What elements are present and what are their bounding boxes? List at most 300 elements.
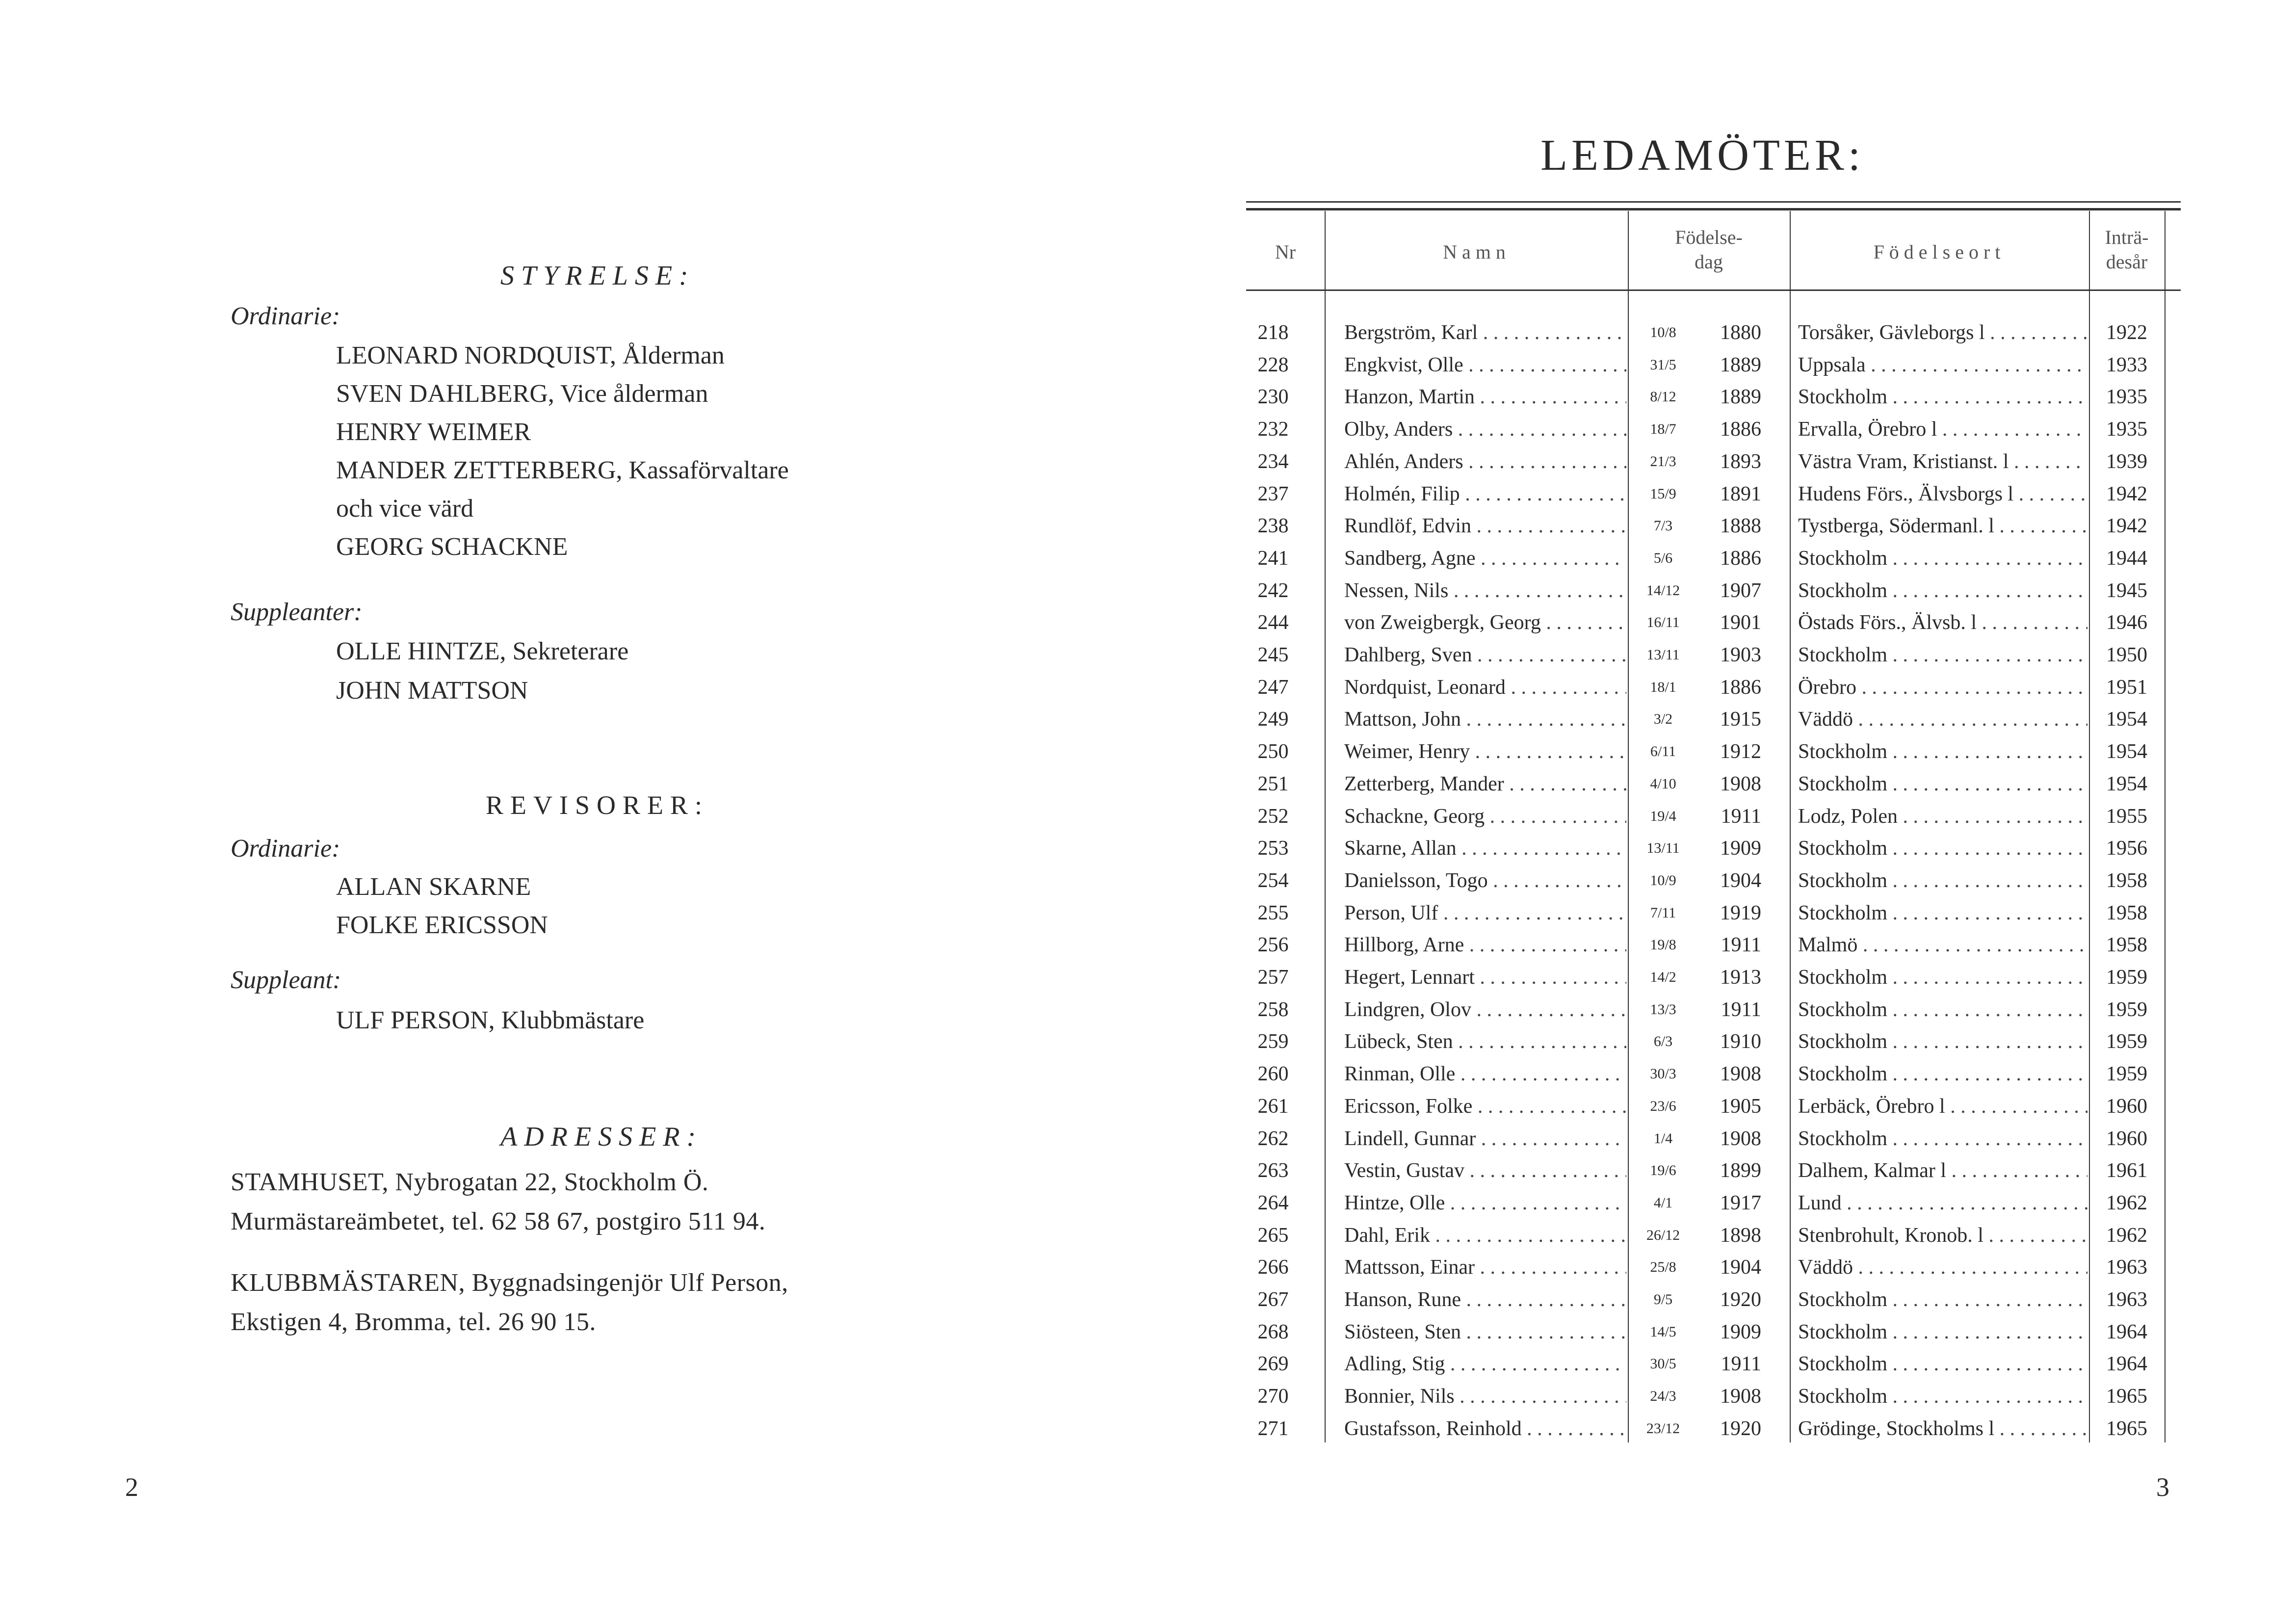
member-nr: 259 — [1257, 1030, 1289, 1053]
member-birth-year: 1898 — [1720, 1224, 1761, 1247]
member-birthplace — [1798, 1283, 2087, 1316]
address-line: STAMHUSET, Nybrogatan 22, Stockholm Ö. — [231, 1168, 709, 1196]
member-birth-year: 1886 — [1720, 547, 1761, 570]
column-separator — [1325, 211, 1326, 1442]
member-nr: 263 — [1257, 1159, 1289, 1182]
member-name-text: Holmén, Filip . . . — [1344, 483, 1626, 505]
member-birth-day: 19/6 — [1650, 1162, 1676, 1179]
member-name — [1344, 1154, 1626, 1187]
member-entry-year: 1959 — [2106, 1063, 2147, 1085]
member-birthplace — [1798, 1251, 2087, 1283]
member-name — [1344, 897, 1626, 929]
member-birthplace-text: Stockholm . . . — [1798, 1385, 2087, 1408]
member-birthplace — [1798, 1058, 2087, 1090]
member-birthplace — [1798, 800, 2087, 833]
member-nr: 270 — [1257, 1385, 1289, 1408]
member-birth-year: 1901 — [1720, 611, 1761, 634]
member-entry-year: 1954 — [2106, 773, 2147, 795]
member-name — [1344, 832, 1626, 864]
column-separator — [1628, 211, 1629, 1442]
member-birthplace-text: Dalhem, Kalmar l . . . — [1798, 1159, 2087, 1182]
member-name-text: Schackne, Georg . . . — [1344, 805, 1626, 828]
member-entry-year: 1964 — [2106, 1321, 2147, 1343]
member-entry-year: 1958 — [2106, 902, 2147, 924]
member-birth-day: 13/11 — [1646, 840, 1680, 856]
member-birth-year: 1904 — [1720, 1256, 1761, 1279]
member-name-text: Skarne, Allan . . . — [1344, 837, 1626, 860]
member-birthplace — [1798, 1090, 2087, 1123]
member-birth-year: 1908 — [1720, 773, 1761, 795]
member-birth-day: 13/3 — [1650, 1001, 1676, 1018]
member-birthplace-text: Hudens Förs., Älvsborgs l . . . — [1798, 483, 2087, 505]
member-nr: 247 — [1257, 676, 1289, 699]
member-birth-day: 7/11 — [1650, 905, 1676, 921]
styrelse-suppleanter-label: Suppleanter: — [231, 598, 363, 626]
member-birthplace — [1798, 1154, 2087, 1187]
member-entry-year: 1944 — [2106, 547, 2147, 570]
member-nr: 264 — [1257, 1192, 1289, 1214]
member-birthplace-text: Stockholm . . . — [1798, 1063, 2087, 1085]
member-birth-day: 23/12 — [1646, 1420, 1680, 1437]
member-birth-year: 1891 — [1720, 483, 1761, 505]
member-birth-year: 1907 — [1720, 579, 1761, 602]
member-name-text: Hillborg, Arne . . . — [1344, 934, 1626, 956]
member-entry-year: 1942 — [2106, 483, 2147, 505]
member-birth-year: 1910 — [1720, 1030, 1761, 1053]
styrelse-ordinarie-entry: SVEN DAHLBERG, Vice ålderman — [336, 380, 708, 408]
member-birthplace-text: Stockholm . . . — [1798, 869, 2087, 892]
header-nr: Nr — [1275, 241, 1296, 263]
member-nr: 261 — [1257, 1095, 1289, 1118]
revisorer-ordinarie-entry: ALLAN SKARNE — [336, 873, 531, 901]
member-name-text: Lindell, Gunnar . . . — [1344, 1127, 1626, 1150]
member-entry-year: 1955 — [2106, 805, 2147, 828]
member-entry-year: 1945 — [2106, 579, 2147, 602]
member-nr: 242 — [1257, 579, 1289, 602]
header-namn: Namn — [1443, 241, 1511, 263]
member-birthplace — [1798, 1316, 2087, 1348]
member-birthplace — [1798, 1413, 2087, 1445]
member-name — [1344, 1251, 1626, 1283]
member-name-text: Weimer, Henry . . . — [1344, 740, 1626, 763]
member-birth-year: 1913 — [1720, 966, 1761, 989]
member-name — [1344, 1058, 1626, 1090]
member-entry-year: 1956 — [2106, 837, 2147, 860]
member-nr: 251 — [1257, 773, 1289, 795]
member-birthplace — [1798, 1123, 2087, 1155]
member-entry-year: 1954 — [2106, 708, 2147, 731]
member-birth-day: 18/7 — [1650, 421, 1676, 437]
member-nr: 218 — [1257, 321, 1289, 344]
member-name-text: Ahlén, Anders . . . — [1344, 450, 1626, 473]
member-birth-day: 23/6 — [1650, 1098, 1676, 1114]
ledamoter-title: LEDAMÖTER: — [1540, 131, 1864, 180]
column-separator — [2165, 211, 2166, 1442]
member-birthplace — [1798, 575, 2087, 607]
member-birthplace-text: Lodz, Polen . . . — [1798, 805, 2087, 828]
member-entry-year: 1963 — [2106, 1256, 2147, 1279]
member-birth-year: 1915 — [1720, 708, 1761, 731]
member-nr: 271 — [1257, 1417, 1289, 1440]
member-birthplace-text: Stockholm . . . — [1798, 386, 2087, 408]
member-entry-year: 1959 — [2106, 966, 2147, 989]
member-name — [1344, 929, 1626, 961]
member-name — [1344, 1380, 1626, 1413]
member-name-text: von Zweigbergk, Georg . . . — [1344, 611, 1626, 634]
member-nr: 249 — [1257, 708, 1289, 731]
member-name-text: Hanzon, Martin . . . — [1344, 386, 1626, 408]
member-name — [1344, 381, 1626, 413]
header-fodelsedag-line2: dag — [1695, 251, 1723, 273]
member-birth-year: 1908 — [1720, 1063, 1761, 1085]
address-line: KLUBBMÄSTAREN, Byggnadsingenjör Ulf Person, — [231, 1269, 788, 1297]
member-name — [1344, 671, 1626, 704]
member-name-text: Mattson, John . . . — [1344, 708, 1626, 731]
member-name-text: Ericsson, Folke . . . — [1344, 1095, 1626, 1118]
member-entry-year: 1954 — [2106, 740, 2147, 763]
member-name-text: Bergström, Karl . . . — [1344, 321, 1626, 344]
member-birthplace-text: Tystberga, Södermanl. l . . . — [1798, 515, 2087, 537]
member-birthplace-text: Stockholm . . . — [1798, 579, 2087, 602]
member-birth-year: 1908 — [1720, 1385, 1761, 1408]
member-birth-day: 14/12 — [1646, 582, 1680, 599]
member-birthplace-text: Väddö . . . — [1798, 708, 2087, 731]
table-top-rule — [1246, 208, 2181, 210]
member-birthplace-text: Stockholm . . . — [1798, 547, 2087, 570]
member-nr: 255 — [1257, 902, 1289, 924]
styrelse-ordinarie-entry: och vice värd — [336, 495, 474, 523]
header-fodelseort: Födelseort — [1873, 241, 2006, 263]
member-birthplace-text: Torsåker, Gävleborgs l . . . — [1798, 321, 2087, 344]
member-birthplace-text: Stockholm . . . — [1798, 773, 2087, 795]
member-birth-day: 4/10 — [1650, 776, 1676, 792]
member-birth-day: 16/11 — [1646, 614, 1680, 630]
member-birthplace — [1798, 768, 2087, 800]
member-birth-year: 1886 — [1720, 676, 1761, 699]
member-entry-year: 1964 — [2106, 1353, 2147, 1375]
member-birthplace — [1798, 671, 2087, 704]
member-birthplace — [1798, 929, 2087, 961]
member-birthplace-text: Malmö . . . — [1798, 934, 2087, 956]
styrelse-suppleant-entry: JOHN MATTSON — [336, 677, 528, 705]
member-name-text: Siösteen, Sten . . . — [1344, 1321, 1626, 1343]
member-birth-day: 25/8 — [1650, 1259, 1676, 1275]
member-name — [1344, 1283, 1626, 1316]
member-birth-year: 1899 — [1720, 1159, 1761, 1182]
member-nr: 232 — [1257, 418, 1289, 441]
member-birthplace — [1798, 381, 2087, 413]
member-birth-day: 19/8 — [1650, 937, 1676, 953]
member-birthplace-text: Stockholm . . . — [1798, 966, 2087, 989]
member-birthplace — [1798, 606, 2087, 639]
member-birthplace-text: Örebro . . . — [1798, 676, 2087, 699]
member-name — [1344, 575, 1626, 607]
member-name — [1344, 413, 1626, 445]
member-birth-year: 1905 — [1720, 1095, 1761, 1118]
member-birth-year: 1893 — [1720, 450, 1761, 473]
member-entry-year: 1933 — [2106, 354, 2147, 376]
right-page — [1148, 0, 2296, 1624]
member-birthplace-text: Lerbäck, Örebro l . . . — [1798, 1095, 2087, 1118]
member-name-text: Hintze, Olle . . . — [1344, 1192, 1626, 1214]
member-name-text: Rundlöf, Edvin . . . — [1344, 515, 1626, 537]
styrelse-ordinarie-entry: GEORG SCHACKNE — [336, 533, 568, 561]
member-nr: 245 — [1257, 644, 1289, 666]
styrelse-heading: STYRELSE: — [500, 261, 695, 291]
member-birth-day: 31/5 — [1650, 357, 1676, 373]
member-birth-day: 30/5 — [1650, 1356, 1676, 1372]
member-name — [1344, 478, 1626, 510]
member-entry-year: 1959 — [2106, 1030, 2147, 1053]
member-birthplace — [1798, 1219, 2087, 1252]
member-entry-year: 1962 — [2106, 1192, 2147, 1214]
column-separator — [2089, 211, 2090, 1442]
member-name-text: Sandberg, Agne . . . — [1344, 547, 1626, 570]
member-name — [1344, 510, 1626, 542]
member-nr: 234 — [1257, 450, 1289, 473]
member-entry-year: 1951 — [2106, 676, 2147, 699]
member-birth-day: 15/9 — [1650, 486, 1676, 502]
member-birth-year: 1920 — [1720, 1417, 1761, 1440]
member-birth-day: 24/3 — [1650, 1388, 1676, 1404]
member-name-text: Dahlberg, Sven . . . — [1344, 644, 1626, 666]
member-birth-day: 10/8 — [1650, 324, 1676, 341]
member-entry-year: 1961 — [2106, 1159, 2147, 1182]
header-intradesar-line2: desår — [2106, 251, 2148, 273]
member-entry-year: 1935 — [2106, 418, 2147, 441]
member-name — [1344, 768, 1626, 800]
member-name — [1344, 994, 1626, 1026]
header-bottom-rule — [1246, 289, 2181, 291]
member-birth-year: 1920 — [1720, 1288, 1761, 1311]
member-nr: 237 — [1257, 483, 1289, 505]
member-name — [1344, 1123, 1626, 1155]
member-birthplace — [1798, 542, 2087, 575]
styrelse-ordinarie-entry: HENRY WEIMER — [336, 418, 531, 446]
member-birthplace — [1798, 832, 2087, 864]
member-entry-year: 1960 — [2106, 1095, 2147, 1118]
member-birthplace — [1798, 316, 2087, 349]
member-name — [1344, 735, 1626, 768]
page-number-left: 2 — [125, 1472, 138, 1502]
member-name-text: Gustafsson, Reinhold . . . — [1344, 1417, 1626, 1440]
member-birth-day: 7/3 — [1653, 518, 1673, 534]
table-top-rule — [1246, 201, 2181, 203]
member-birth-year: 1889 — [1720, 354, 1761, 376]
member-birth-year: 1904 — [1720, 869, 1761, 892]
member-birthplace — [1798, 445, 2087, 478]
member-name-text: Dahl, Erik . . . — [1344, 1224, 1626, 1247]
member-birth-day: 3/2 — [1653, 711, 1673, 727]
member-nr: 257 — [1257, 966, 1289, 989]
member-birth-day: 21/3 — [1650, 453, 1676, 470]
member-birthplace — [1798, 639, 2087, 671]
member-nr: 254 — [1257, 869, 1289, 892]
member-birth-year: 1912 — [1720, 740, 1761, 763]
member-entry-year: 1965 — [2106, 1385, 2147, 1408]
member-birthplace-text: Väddö . . . — [1798, 1256, 2087, 1279]
member-entry-year: 1960 — [2106, 1127, 2147, 1150]
styrelse-ordinarie-label: Ordinarie: — [231, 302, 340, 330]
member-birth-day: 19/4 — [1650, 808, 1676, 824]
member-name-text: Adling, Stig . . . — [1344, 1353, 1626, 1375]
member-birth-year: 1880 — [1720, 321, 1761, 344]
member-nr: 253 — [1257, 837, 1289, 860]
member-birthplace-text: Västra Vram, Kristianst. l . . . — [1798, 450, 2087, 473]
member-name — [1344, 864, 1626, 897]
member-birthplace-text: Grödinge, Stockholms l . . . — [1798, 1417, 2087, 1440]
member-birth-day: 9/5 — [1653, 1291, 1673, 1308]
member-birthplace — [1798, 413, 2087, 445]
member-name-text: Olby, Anders . . . — [1344, 418, 1626, 441]
revisorer-ordinarie-entry: FOLKE ERICSSON — [336, 911, 548, 939]
member-name — [1344, 316, 1626, 349]
member-entry-year: 1959 — [2106, 998, 2147, 1021]
member-birth-year: 1911 — [1721, 998, 1761, 1021]
member-nr: 265 — [1257, 1224, 1289, 1247]
member-name — [1344, 703, 1626, 735]
member-birthplace-text: Lund . . . — [1798, 1192, 2087, 1214]
member-name — [1344, 1413, 1626, 1445]
member-birthplace — [1798, 1348, 2087, 1380]
member-birthplace-text: Stockholm . . . — [1798, 1353, 2087, 1375]
revisorer-ordinarie-label: Ordinarie: — [231, 835, 340, 863]
member-birth-year: 1909 — [1720, 837, 1761, 860]
member-entry-year: 1962 — [2106, 1224, 2147, 1247]
member-birthplace — [1798, 897, 2087, 929]
member-name-text: Danielsson, Togo . . . — [1344, 869, 1626, 892]
member-entry-year: 1939 — [2106, 450, 2147, 473]
member-name-text: Lübeck, Sten . . . — [1344, 1030, 1626, 1053]
member-birthplace-text: Stenbrohult, Kronob. l . . . — [1798, 1224, 2087, 1247]
member-birth-year: 1911 — [1721, 1353, 1761, 1375]
member-birthplace — [1798, 961, 2087, 994]
member-birth-day: 26/12 — [1646, 1227, 1680, 1243]
member-nr: 250 — [1257, 740, 1289, 763]
revisorer-heading: REVISORER: — [486, 790, 709, 820]
member-nr: 268 — [1257, 1321, 1289, 1343]
revisorer-suppleant-label: Suppleant: — [231, 966, 341, 994]
member-birth-year: 1888 — [1720, 515, 1761, 537]
member-birthplace — [1798, 1380, 2087, 1413]
member-name-text: Nessen, Nils . . . — [1344, 579, 1626, 602]
member-birth-day: 14/5 — [1650, 1324, 1676, 1340]
member-name-text: Person, Ulf . . . — [1344, 902, 1626, 924]
member-nr: 244 — [1257, 611, 1289, 634]
member-name-text: Hegert, Lennart . . . — [1344, 966, 1626, 989]
revisorer-suppleant-entry: ULF PERSON, Klubbmästare — [336, 1006, 645, 1034]
column-separator — [1790, 211, 1791, 1442]
member-name-text: Nordquist, Leonard . . . — [1344, 676, 1626, 699]
member-birth-day: 18/1 — [1650, 679, 1676, 695]
member-birthplace-text: Stockholm . . . — [1798, 1030, 2087, 1053]
member-nr: 260 — [1257, 1063, 1289, 1085]
member-name — [1344, 1348, 1626, 1380]
member-nr: 230 — [1257, 386, 1289, 408]
member-nr: 258 — [1257, 998, 1289, 1021]
member-birthplace-text: Stockholm . . . — [1798, 740, 2087, 763]
member-birthplace-text: Stockholm . . . — [1798, 644, 2087, 666]
member-name — [1344, 1316, 1626, 1348]
address-line: Ekstigen 4, Bromma, tel. 26 90 15. — [231, 1308, 596, 1336]
styrelse-ordinarie-entry: MANDER ZETTERBERG, Kassaförvaltare — [336, 456, 789, 484]
member-birth-year: 1903 — [1720, 644, 1761, 666]
member-birth-day: 13/11 — [1646, 647, 1680, 663]
member-birth-year: 1917 — [1720, 1192, 1761, 1214]
member-birth-year: 1889 — [1720, 386, 1761, 408]
header-fodelsedag-line1: Födelse- — [1675, 226, 1743, 248]
styrelse-suppleant-entry: OLLE HINTZE, Sekreterare — [336, 637, 629, 665]
member-nr: 228 — [1257, 354, 1289, 376]
member-birth-day: 1/4 — [1653, 1130, 1673, 1147]
member-birth-day: 10/9 — [1650, 872, 1676, 889]
member-birthplace-text: Stockholm . . . — [1798, 902, 2087, 924]
member-nr: 252 — [1257, 805, 1289, 828]
member-name — [1344, 800, 1626, 833]
member-entry-year: 1942 — [2106, 515, 2147, 537]
member-entry-year: 1922 — [2106, 321, 2147, 344]
member-nr: 256 — [1257, 934, 1289, 956]
member-entry-year: 1946 — [2106, 611, 2147, 634]
member-birth-year: 1911 — [1721, 805, 1761, 828]
member-name-text: Bonnier, Nils . . . — [1344, 1385, 1626, 1408]
member-birthplace — [1798, 703, 2087, 735]
member-nr: 266 — [1257, 1256, 1289, 1279]
member-birthplace-text: Uppsala . . . — [1798, 354, 2087, 376]
member-birth-day: 4/1 — [1653, 1195, 1673, 1211]
member-birth-day: 30/3 — [1650, 1066, 1676, 1082]
member-birth-year: 1909 — [1720, 1321, 1761, 1343]
member-birth-year: 1908 — [1720, 1127, 1761, 1150]
member-name — [1344, 1219, 1626, 1252]
member-nr: 238 — [1257, 515, 1289, 537]
member-birthplace-text: Stockholm . . . — [1798, 1321, 2087, 1343]
member-birthplace — [1798, 994, 2087, 1026]
member-name — [1344, 1090, 1626, 1123]
member-entry-year: 1963 — [2106, 1288, 2147, 1311]
adresser-heading: ADRESSER: — [500, 1122, 703, 1152]
member-name-text: Mattsson, Einar . . . — [1344, 1256, 1626, 1279]
member-name — [1344, 1025, 1626, 1058]
member-name — [1344, 961, 1626, 994]
member-name — [1344, 542, 1626, 575]
member-name-text: Vestin, Gustav . . . — [1344, 1159, 1626, 1182]
member-birthplace — [1798, 478, 2087, 510]
member-birth-year: 1911 — [1721, 934, 1761, 956]
member-birthplace-text: Stockholm . . . — [1798, 1288, 2087, 1311]
member-birthplace — [1798, 864, 2087, 897]
member-birth-day: 6/3 — [1653, 1033, 1673, 1049]
member-birthplace-text: Östads Förs., Älvsb. l . . . — [1798, 611, 2087, 634]
member-name-text: Engkvist, Olle . . . — [1344, 354, 1626, 376]
member-birthplace-text: Ervalla, Örebro l . . . — [1798, 418, 2087, 441]
styrelse-ordinarie-entry: LEONARD NORDQUIST, Ålderman — [336, 341, 725, 369]
member-birthplace — [1798, 1025, 2087, 1058]
member-nr: 269 — [1257, 1353, 1289, 1375]
member-nr: 267 — [1257, 1288, 1289, 1311]
member-birthplace — [1798, 1187, 2087, 1219]
member-name — [1344, 1187, 1626, 1219]
member-birth-year: 1919 — [1720, 902, 1761, 924]
member-birthplace-text: Stockholm . . . — [1798, 837, 2087, 860]
member-entry-year: 1950 — [2106, 644, 2147, 666]
member-name — [1344, 606, 1626, 639]
member-birthplace-text: Stockholm . . . — [1798, 998, 2087, 1021]
member-birth-day: 8/12 — [1650, 389, 1676, 405]
member-birth-day: 6/11 — [1650, 743, 1676, 760]
member-name — [1344, 349, 1626, 381]
member-entry-year: 1958 — [2106, 934, 2147, 956]
